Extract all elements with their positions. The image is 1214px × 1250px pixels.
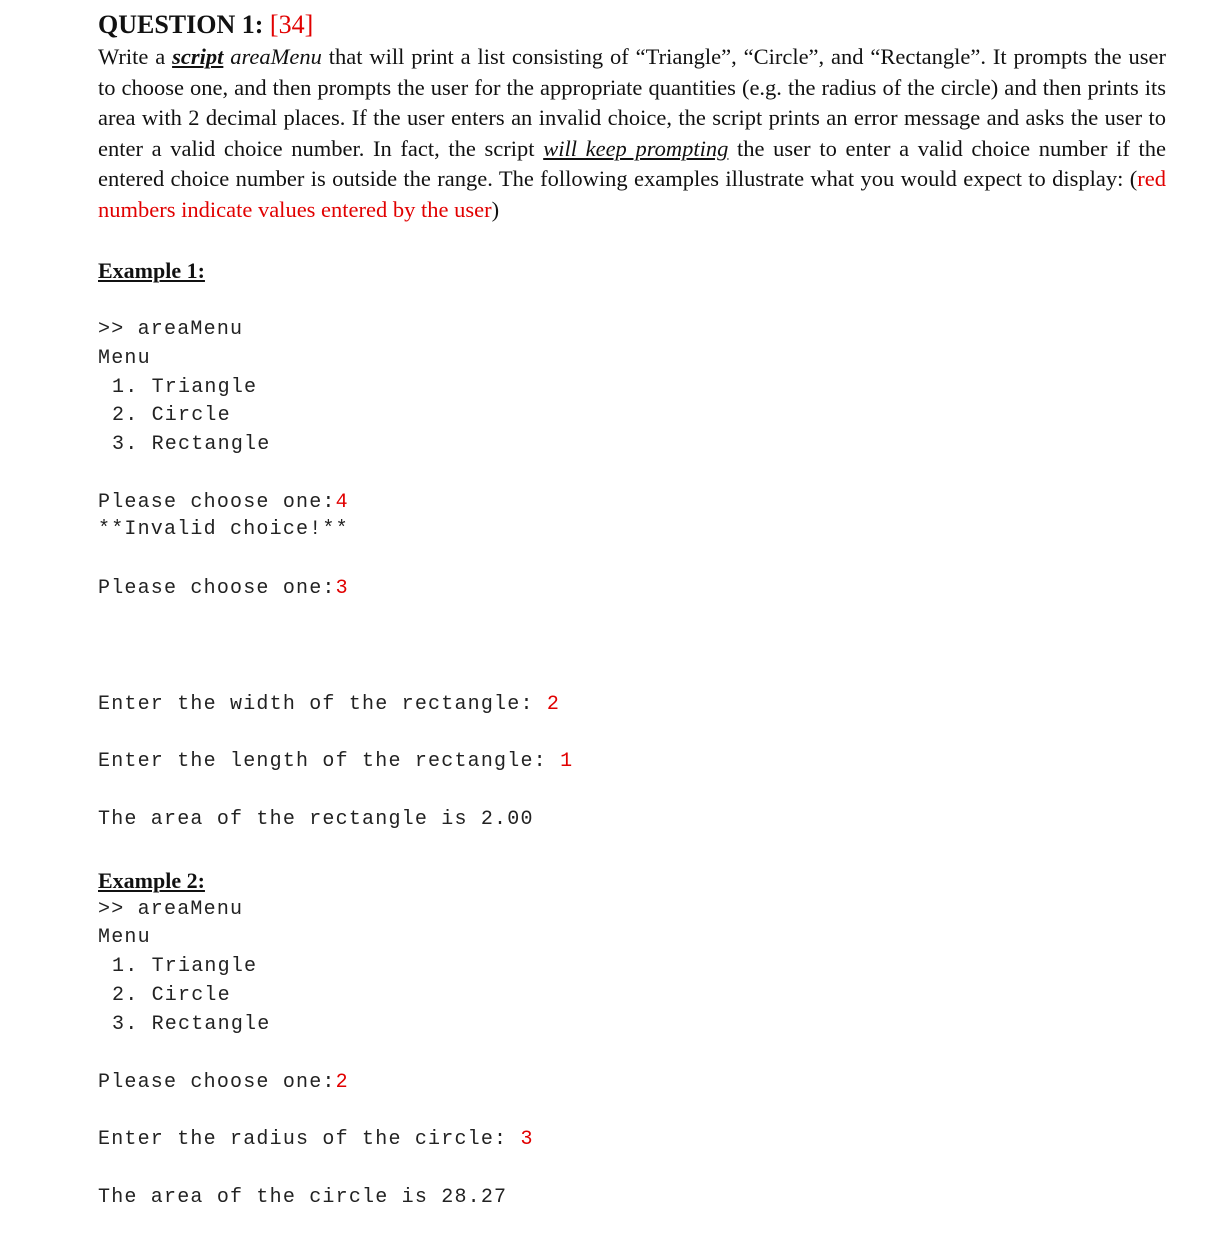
example-2-menu-title: Menu [98,926,151,949]
example-1-heading: Example 1: [98,258,205,283]
example-1-invalid-message: **Invalid choice!** [98,518,349,541]
radius-label: Enter the radius of the circle: [98,1128,521,1151]
user-input-value: 3 [520,1128,534,1151]
example-1-menu-item: 1. Triangle [112,376,258,399]
choose-label: Please choose one: [98,491,336,514]
desc-text-3: that will print a list consisting of “Triangle”, “Circle”, and “Rectangle”. It prompts the user to choose one, and then prompts the user for the appropriate quantities (e.g. the radius of the circle) and then prints its area with 2 decimal places. If the user enters an invalid choice, the script prints an error message and asks the user to enter a valid choice number. In fact, the script [98,44,1166,161]
example-1-menu-item: 3. Rectangle [112,433,271,456]
desc-keep-prompting: will keep prompting [543,135,729,161]
example-1-length-prompt [98,750,573,773]
example-2-choose-line [98,1071,349,1094]
example-2-menu-item: 3. Rectangle [112,1013,271,1036]
user-input-value: 1 [560,750,574,773]
example-2-menu-item: 2. Circle [112,984,231,1007]
example-2-menu-item: 1. Triangle [112,955,258,978]
example-1-command: >> areaMenu [98,318,244,341]
desc-text-4: the user to enter a valid choice number if the entered choice number is outside the range. The following examples illustrate what you would expect to display: ( [98,135,1166,192]
example-1-choose-line-2 [98,577,349,600]
desc-script-name: areaMenu [230,44,322,69]
user-input-value: 2 [546,693,561,716]
user-input-value: 3 [335,577,349,600]
example-1-menu-title: Menu [98,347,151,370]
width-label: Enter the width of the rectangle: [98,693,547,716]
desc-red-note: red numbers indicate values entered by the user [98,166,1166,222]
choose-label: Please choose one: [98,1071,336,1094]
example-1-width-prompt [98,693,560,716]
desc-script-word: script [172,44,224,69]
length-label: Enter the length of the rectangle: [98,750,561,773]
question-label: QUESTION 1: [98,10,264,39]
desc-text-1: Write a [98,44,173,69]
example-2-command: >> areaMenu [98,898,244,921]
example-2-radius-prompt [98,1128,534,1151]
example-1-choose-line-1 [98,491,349,514]
user-input-value: 4 [335,491,349,514]
example-1-result: The area of the rectangle is 2.00 [98,808,534,831]
question-title [98,10,313,40]
desc-text-5: ) [491,196,500,222]
example-2-heading: Example 2: [98,868,205,893]
question-points: [34] [269,10,314,39]
example-2-result: The area of the circle is 28.27 [98,1186,508,1209]
example-1-menu-item: 2. Circle [112,404,231,427]
user-input-value: 2 [335,1071,349,1094]
question-description [98,42,1166,226]
choose-label: Please choose one: [98,577,336,600]
